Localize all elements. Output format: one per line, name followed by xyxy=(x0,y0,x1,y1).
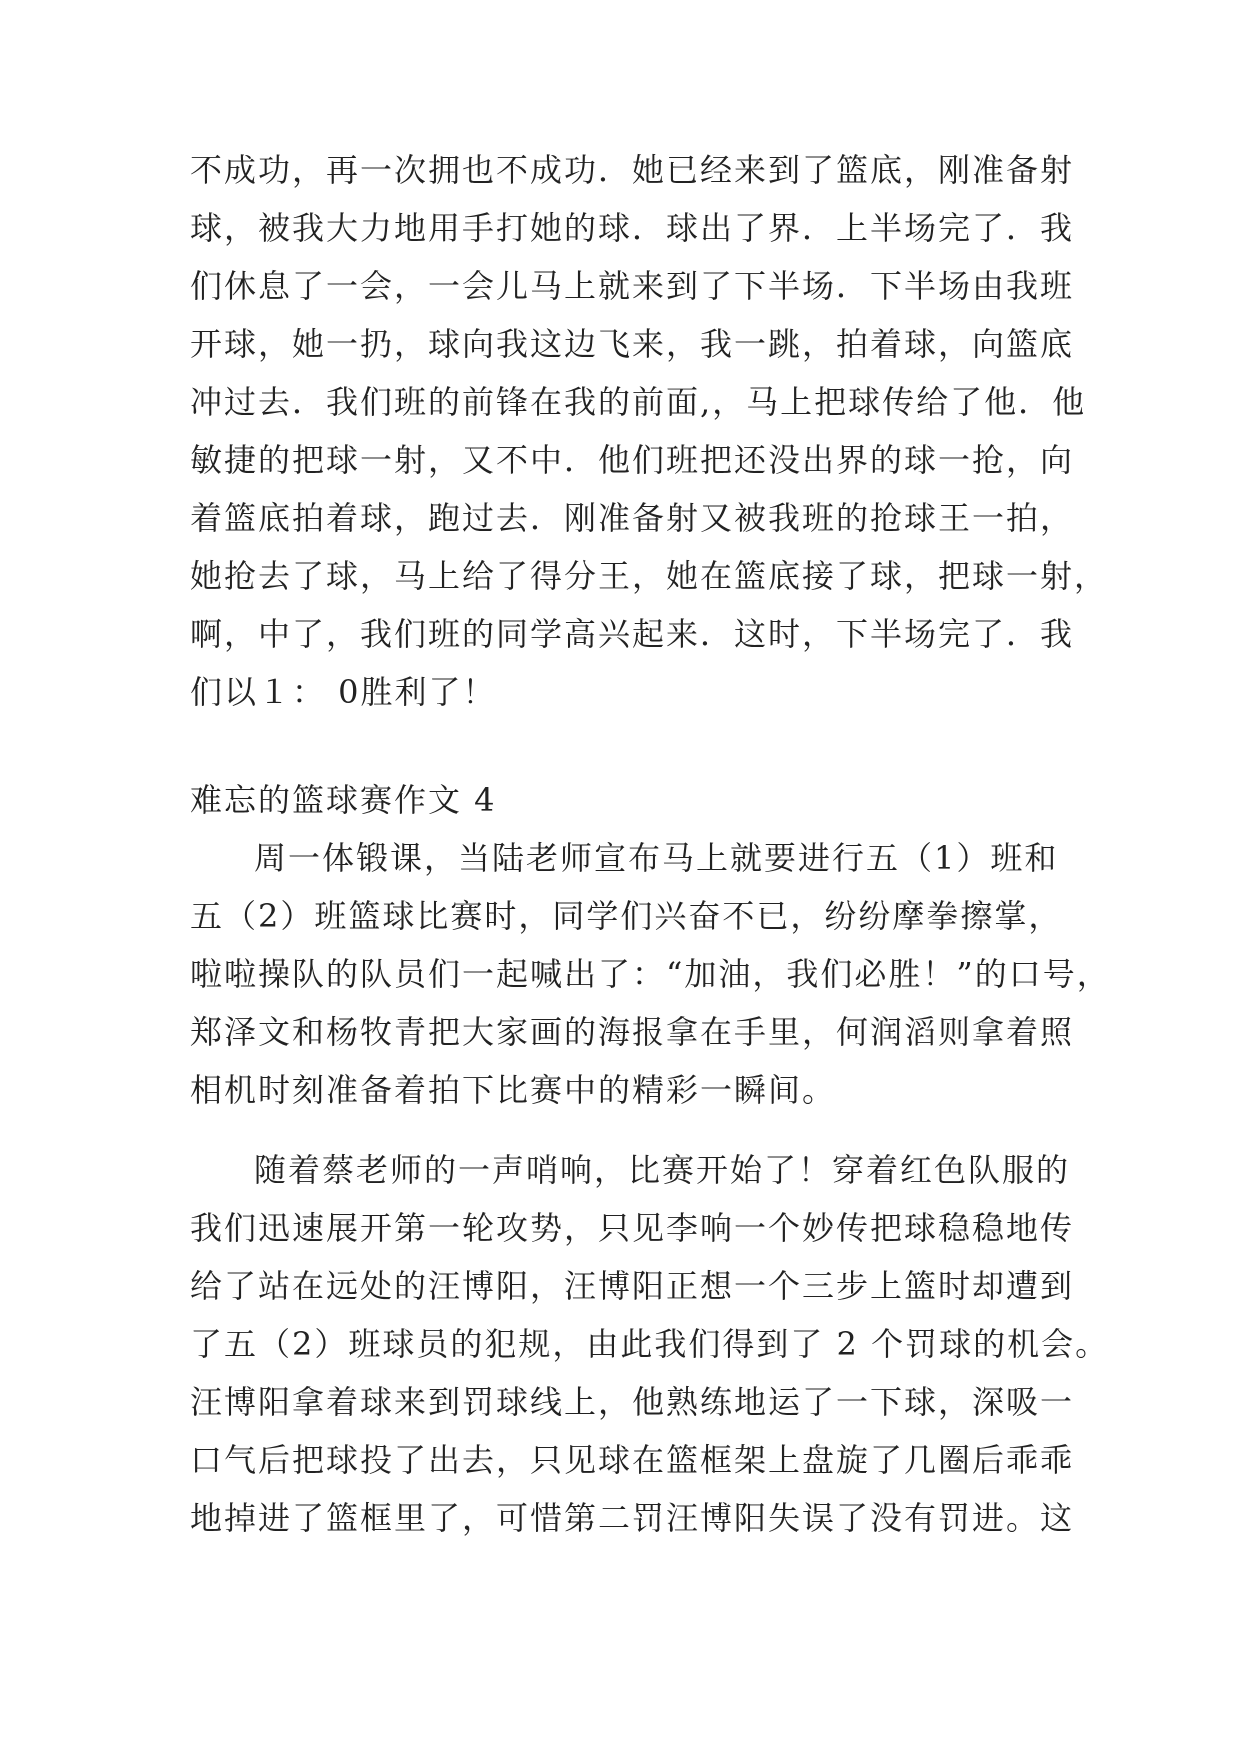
text-line: 地掉进了篮框里了，可惜第二罚汪博阳失误了没有罚进。这 xyxy=(190,1499,1075,1537)
text-line: 们以１： 0胜利了！ xyxy=(190,673,497,711)
text-line: 我们迅速展开第一轮攻势，只见李响一个妙传把球稳稳地传 xyxy=(190,1209,1075,1247)
text-line: 相机时刻准备着拍下比赛中的精彩一瞬间。 xyxy=(190,1071,837,1109)
section-title: 难忘的篮球赛作文 4 xyxy=(190,781,497,819)
text-line: 啦啦操队的队员们一起喊出了：“加油，我们必胜！”的口号， xyxy=(190,955,1111,993)
text-line: 着篮底拍着球，跑过去．刚准备射又被我班的抢球王一拍， xyxy=(190,499,1075,537)
text-line: 给了站在远处的汪博阳，汪博阳正想一个三步上篮时却遭到 xyxy=(190,1267,1075,1305)
text-line: 她抢去了球，马上给了得分王，她在篮底接了球，把球一射， xyxy=(190,557,1109,595)
text-line: 开球，她一扔，球向我这边飞来，我一跳，拍着球，向篮底 xyxy=(190,325,1075,363)
text-line: 口气后把球投了出去，只见球在篮框架上盘旋了几圈后乖乖 xyxy=(190,1441,1075,1479)
text-line: 五（2）班篮球比赛时，同学们兴奋不已，纷纷摩拳擦掌， xyxy=(190,897,1063,935)
text-line: 随着蔡老师的一声哨响，比赛开始了！穿着红色队服的 xyxy=(254,1151,1071,1189)
text-line: 们休息了一会，一会儿马上就来到了下半场．下半场由我班 xyxy=(190,267,1075,305)
text-line: 不成功，再一次拥也不成功．她已经来到了篮底，刚准备射 xyxy=(190,151,1075,189)
text-line: 了五（2）班球员的犯规，由此我们得到了 2 个罚球的机会。 xyxy=(190,1325,1110,1363)
text-line: 敏捷的把球一射，又不中．他们班把还没出界的球一抢，向 xyxy=(190,441,1075,479)
text-line: 球，被我大力地用手打她的球．球出了界．上半场完了．我 xyxy=(190,209,1075,247)
text-line: 啊，中了，我们班的同学高兴起来．这时，下半场完了．我 xyxy=(190,615,1075,653)
text-line: 冲过去．我们班的前锋在我的前面,，马上把球传给了他．他 xyxy=(190,383,1087,421)
text-line: 汪博阳拿着球来到罚球线上，他熟练地运了一下球，深吸一 xyxy=(190,1383,1075,1421)
text-line: 周一体锻课，当陆老师宣布马上就要进行五（1）班和 xyxy=(254,839,1059,877)
text-line: 郑泽文和杨牧青把大家画的海报拿在手里，何润滔则拿着照 xyxy=(190,1013,1075,1051)
